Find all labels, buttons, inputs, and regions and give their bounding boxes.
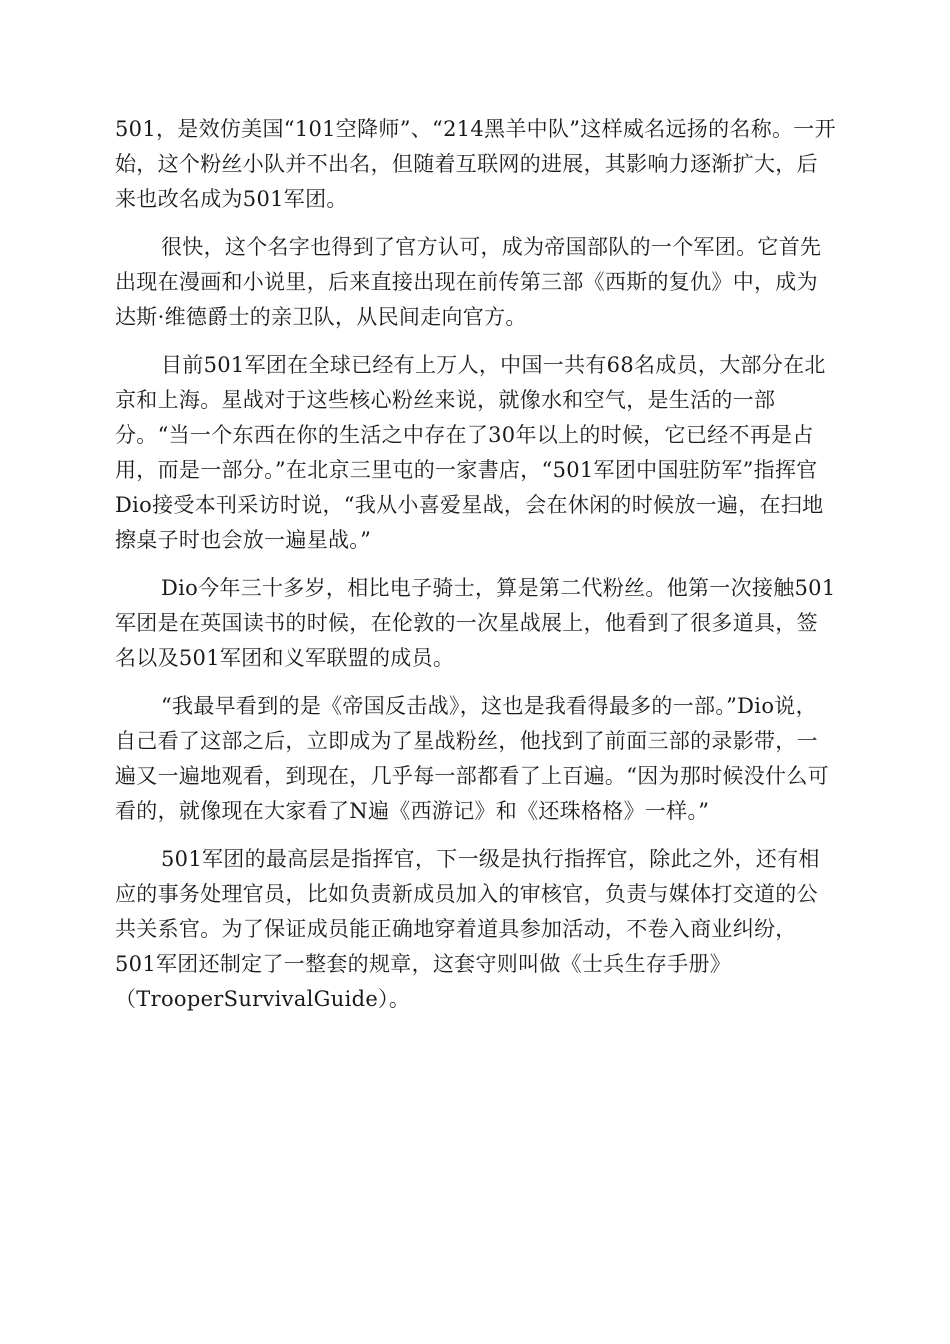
paragraph-6: 501军团的最高层是指挥官，下一级是执行指挥官，除此之外，还有相应的事务处理官员，比如负责新成员加入的审核官，负责与媒体打交道的公共关系官。为了保证成员能正确地穿着道具参加活动，不卷入商业纠纷，501军团还制定了一整套的规章，这套守则叫做《士兵生存手册》（TrooperSurvivalGuide）。 [115, 847, 820, 1011]
paragraph-3: 目前501军团在全球已经有上万人，中国一共有68名成员，大部分在北京和上海。星战对于这些核心粉丝来说，就像水和空气，是生活的一部分。“当一个东西在你的生活之中存在了30年以上的时候，它已经不再是占用，而是一部分。”在北京三里屯的一家書店，“501军团中国驻防军”指挥官Dio接受本刊采访时说，“我从小喜爱星战，会在休闲的时候放一遍，在扫地擦桌子时也会放一遍星战。” [115, 353, 826, 552]
paragraph-4: Dio今年三十多岁，相比电子骑士，算是第二代粉丝。他第一次接触501军团是在英国读书的时候，在伦敦的一次星战展上，他看到了很多道具，签名以及501军团和义军联盟的成员。 [115, 576, 836, 670]
paragraph-2: 很快，这个名字也得到了官方认可，成为帝国部队的一个军团。它首先出现在漫画和小说里，后来直接出现在前传第三部《西斯的复仇》中，成为达斯·维德爵士的亲卫队，从民间走向官方。 [115, 235, 822, 329]
paragraph-1: 501，是效仿美国“101空降师”、“214黑羊中队”这样威名远扬的名称。一开始，这个粉丝小队并不出名，但随着互联网的进展，其影响力逐渐扩大，后来也改名成为501军团。 [115, 117, 836, 211]
paragraph-5: “我最早看到的是《帝国反击战》，这也是我看得最多的一部。”Dio说，自己看了这部之后，立即成为了星战粉丝，他找到了前面三部的录影带，一遍又一遍地观看，到现在，几乎每一部都看了上百遍。“因为那时候没什么可看的，就像现在大家看了N遍《西游记》和《还珠格格》一样。” [115, 694, 829, 823]
article-body [115, 112, 837, 1030]
